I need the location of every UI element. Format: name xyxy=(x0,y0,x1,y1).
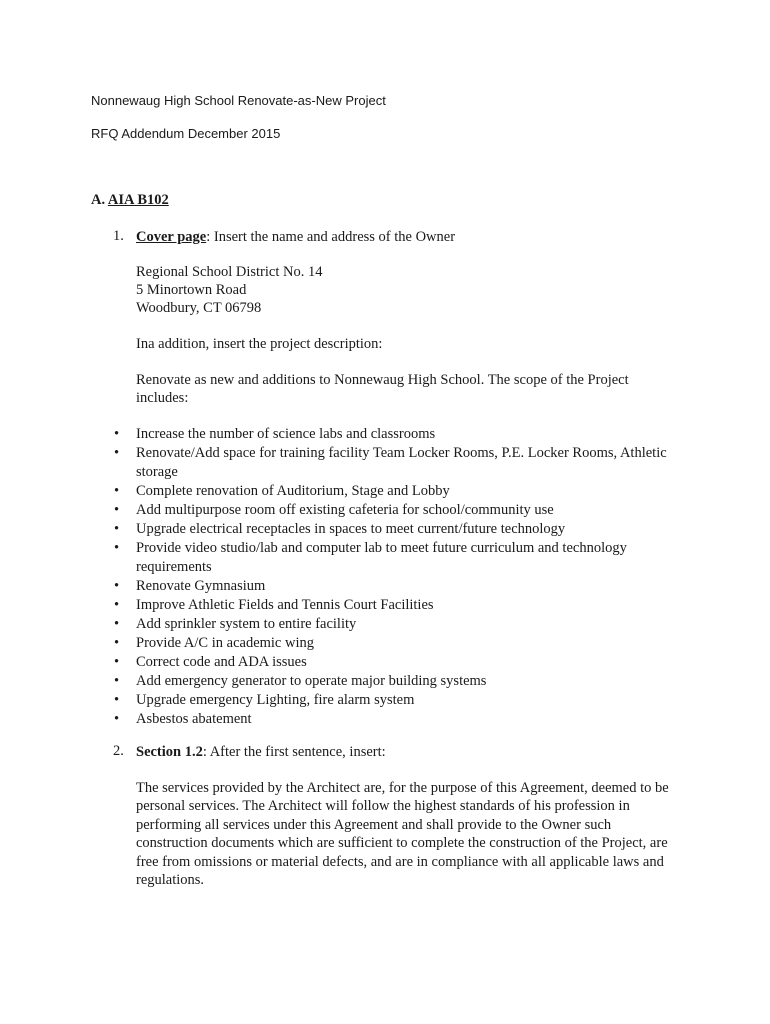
bullet-dot: • xyxy=(114,635,120,651)
section-a-heading xyxy=(91,192,169,209)
scope-bullet-text: Improve Athletic Fields and Tennis Court Facilities xyxy=(136,597,434,613)
scope-bullet-text: Correct code and ADA issues xyxy=(136,654,307,670)
item-2-heading-label: Section 1.2 xyxy=(136,744,203,760)
item-1-heading xyxy=(136,228,455,246)
document-title: Nonnewaug High School Renovate-as-New Project xyxy=(91,93,386,108)
item-1-number: 1. xyxy=(113,228,124,244)
owner-city: Woodbury, CT 06798 xyxy=(136,300,262,316)
scope-bullet-item xyxy=(114,425,674,444)
bullet-dot: • xyxy=(114,654,120,670)
scope-bullet-item xyxy=(114,520,674,539)
bullet-dot: • xyxy=(114,673,120,689)
bullet-dot: • xyxy=(114,502,120,518)
scope-bullet-text: Add sprinkler system to entire facility xyxy=(136,616,357,632)
bullet-dot: • xyxy=(114,616,120,632)
scope-bullet-list xyxy=(114,425,674,729)
scope-bullet-text: Upgrade electrical receptacles in spaces to meet current/future technology xyxy=(136,521,566,537)
description-intro: Ina addition, insert the project description: xyxy=(136,336,383,352)
scope-bullet-text: Increase the number of science labs and classrooms xyxy=(136,426,436,442)
scope-bullet-item xyxy=(114,653,674,672)
bullet-dot: • xyxy=(114,711,120,727)
section-a-prefix: A. xyxy=(91,192,108,208)
bullet-dot: • xyxy=(114,540,120,556)
scope-bullet-item xyxy=(114,444,674,482)
bullet-dot: • xyxy=(114,483,120,499)
scope-bullet-text: Add multipurpose room off existing cafeteria for school/community use xyxy=(136,502,554,518)
scope-bullet-text: Complete renovation of Auditorium, Stage and Lobby xyxy=(136,483,450,499)
owner-address xyxy=(136,263,696,317)
bullet-dot: • xyxy=(114,445,120,461)
scope-bullet-text: Renovate/Add space for training facility Team Locker Rooms, P.E. Locker Rooms, Athletic storage xyxy=(136,445,667,480)
bullet-dot: • xyxy=(114,692,120,708)
scope-bullet-text: Add emergency generator to operate major building systems xyxy=(136,673,487,689)
scope-text: Renovate as new and additions to Nonnewaug High School. The scope of the Project includes: xyxy=(136,372,629,406)
scope-bullet-text: Provide A/C in academic wing xyxy=(136,635,314,651)
item-2-heading-rest: : After the first sentence, insert: xyxy=(202,744,386,760)
scope-bullet-item xyxy=(114,482,674,501)
scope-bullet-item xyxy=(114,501,674,520)
scope-bullet-item xyxy=(114,691,674,710)
scope-bullet-item xyxy=(114,596,674,615)
item-2-number: 2. xyxy=(113,743,124,759)
scope-bullet-text: Upgrade emergency Lighting, fire alarm system xyxy=(136,692,415,708)
scope-bullet-item xyxy=(114,634,674,653)
bullet-dot: • xyxy=(114,597,120,613)
scope-bullet-item xyxy=(114,710,674,729)
scope-bullet-item xyxy=(114,672,674,691)
item-1-heading-label: Cover page xyxy=(136,229,207,245)
section-a-title: AIA B102 xyxy=(107,192,169,208)
owner-street: 5 Minortown Road xyxy=(136,282,247,298)
bullet-dot: • xyxy=(114,578,120,594)
scope-bullet-text: Asbestos abatement xyxy=(136,711,252,727)
item-2-heading xyxy=(136,743,386,761)
scope-bullet-item xyxy=(114,615,674,634)
scope-bullet-text: Provide video studio/lab and computer lab to meet future curriculum and technology requirements xyxy=(136,540,627,575)
item-1-heading-rest: : Insert the name and address of the Owner xyxy=(206,229,456,245)
scope-bullet-item xyxy=(114,539,674,577)
bullet-dot: • xyxy=(114,426,120,442)
scope-bullet-text: Renovate Gymnasium xyxy=(136,578,266,594)
document-subtitle: RFQ Addendum December 2015 xyxy=(91,126,281,141)
scope-bullet-item xyxy=(114,577,674,596)
item-2-body: The services provided by the Architect are, for the purpose of this Agreement, deemed to be personal services. The Architect will follow the highest standards of his profession in performing all services under this Agreement and shall provide to the Owner such construction documents which are sufficient to complete the construction of the Project, are free from omissions or material defects, and are in compliance with all applicable laws and regulations. xyxy=(136,780,669,889)
bullet-dot: • xyxy=(114,521,120,537)
owner-name: Regional School District No. 14 xyxy=(136,264,323,280)
